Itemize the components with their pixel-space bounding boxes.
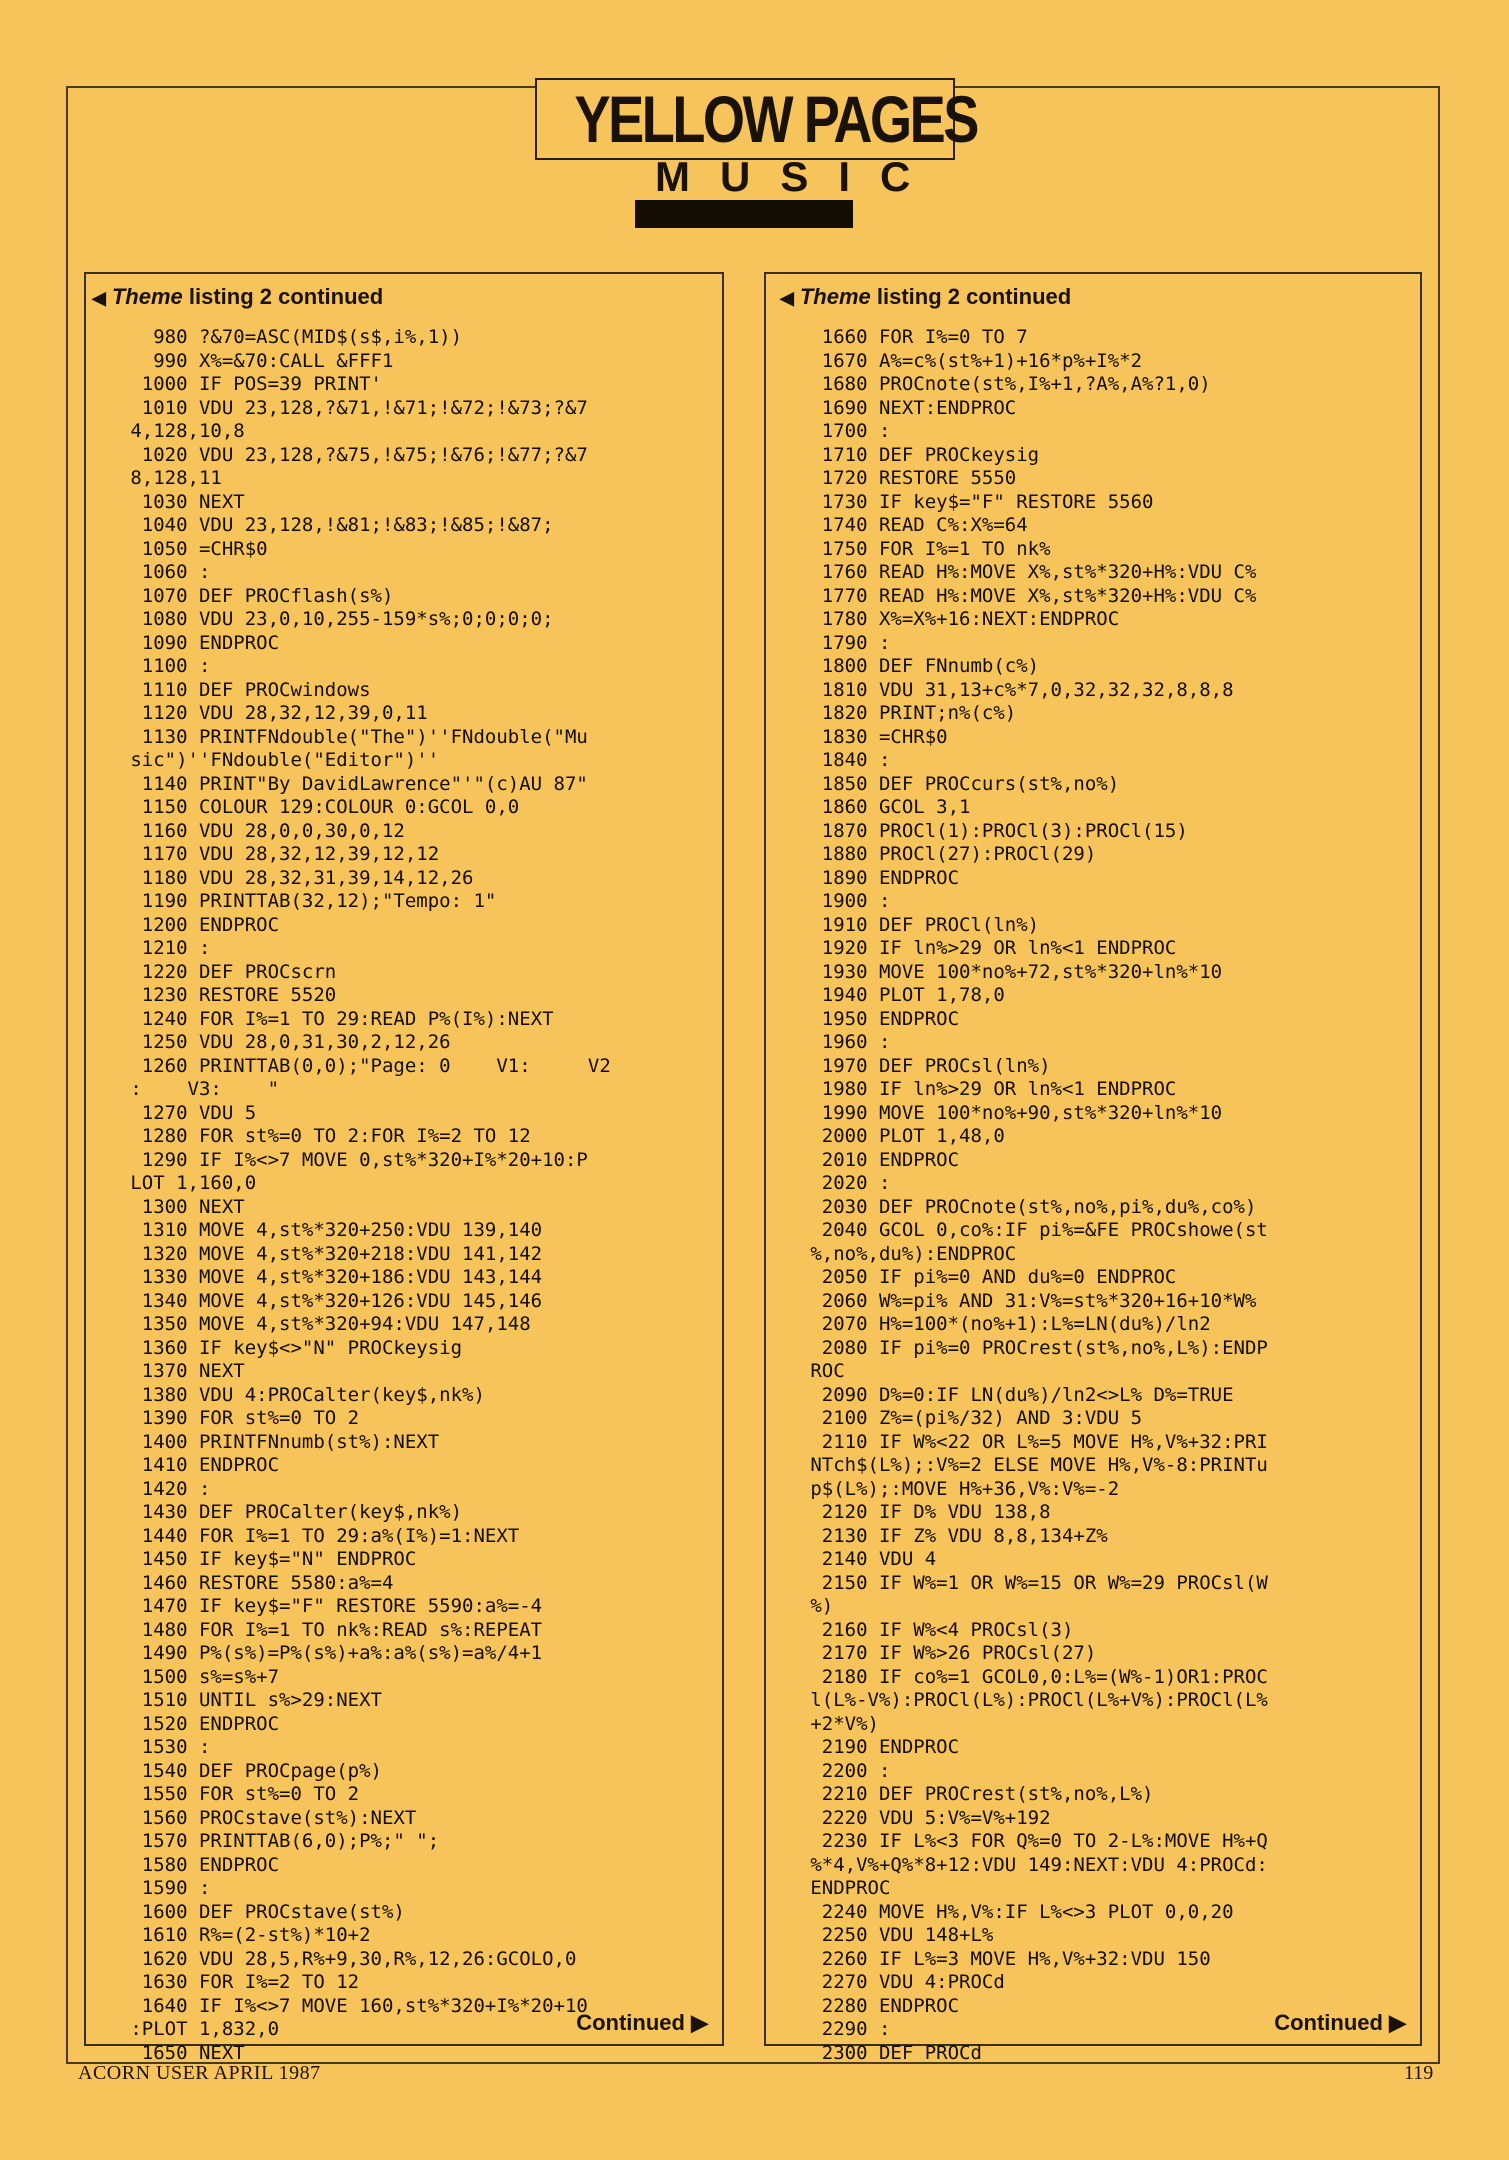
code-line: 2080 IF pi%=0 PROCrest(st%,no%,L%):ENDP: [776, 1336, 1268, 1359]
code-line: 2070 H%=100*(no%+1):L%=LN(du%)/ln2: [776, 1313, 1211, 1335]
code-line: 2280 ENDPROC: [776, 1994, 960, 2017]
masthead-title: YELLOW PAGES: [574, 82, 977, 156]
code-line: 1920 IF ln%>29 OR ln%<1 ENDPROC: [776, 937, 1177, 959]
code-line: 1890 ENDPROC: [776, 866, 960, 889]
code-line: 2220 VDU 5:V%=V%+192: [776, 1806, 1051, 1829]
left-arrow-icon: ◀: [780, 288, 794, 308]
code-line: 1650 NEXT: [96, 2041, 245, 2064]
code-line: sic")''FNdouble("Editor")'': [96, 749, 440, 771]
code-line: 1930 MOVE 100*no%+72,st%*320+ln%*10: [776, 960, 1223, 983]
code-line: 2120 IF D% VDU 138,8: [776, 1501, 1051, 1523]
theme-word: Theme: [799, 284, 871, 309]
code-line: 1700 :: [776, 420, 891, 442]
code-line: 1050 =CHR$0: [96, 537, 268, 560]
code-line: LOT 1,160,0: [96, 1172, 257, 1194]
code-line: 1550 FOR st%=0 TO 2: [96, 1783, 360, 1805]
code-line: 1330 MOVE 4,st%*320+186:VDU 143,144: [96, 1266, 543, 1288]
code-line: 1680 PROCnote(st%,I%+1,?A%,A%?1,0): [776, 373, 1211, 395]
code-line: 1030 NEXT: [96, 490, 245, 513]
code-line: 1270 VDU 5: [96, 1101, 257, 1124]
code-line: 1980 IF ln%>29 OR ln%<1 ENDPROC: [776, 1078, 1177, 1100]
code-line: 1000 IF POS=39 PRINT': [96, 373, 382, 395]
code-line: 2110 IF W%<22 OR L%=5 MOVE H%,V%+32:PRI: [776, 1430, 1268, 1453]
code-line: 1160 VDU 28,0,0,30,0,12: [96, 819, 405, 842]
code-line: : V3: ": [96, 1078, 280, 1100]
listing-column-right: [764, 272, 1422, 2064]
code-line: %*4,V%+Q%*8+12:VDU 149:NEXT:VDU 4:PROCd:: [776, 1853, 1268, 1876]
continued-label: Continued ▶: [1274, 2010, 1406, 2035]
code-line: 8,128,11: [96, 467, 222, 489]
masthead: [535, 78, 977, 160]
code-line: 980 ?&70=ASC(MID$(s$,i%,1)): [96, 326, 463, 348]
code-line: 1750 FOR I%=1 TO nk%: [776, 537, 1051, 560]
code-line: 990 X%=&70:CALL &FFF1: [96, 349, 394, 372]
code-line: 2000 PLOT 1,48,0: [776, 1125, 1005, 1147]
continued-label: Continued ▶: [576, 2010, 708, 2035]
code-line: 1610 R%=(2-st%)*10+2: [96, 1924, 371, 1946]
code-line: 1900 :: [776, 890, 891, 912]
code-line: 2040 GCOL 0,co%:IF pi%=&FE PROCshowe(st: [776, 1219, 1268, 1241]
code-line: 1300 NEXT: [96, 1195, 245, 1218]
code-line: 2050 IF pi%=0 AND du%=0 ENDPROC: [776, 1266, 1177, 1288]
code-line: 1220 DEF PROCscrn: [96, 960, 337, 983]
code-line: 1720 RESTORE 5550: [776, 467, 1017, 489]
code-line: 1440 FOR I%=1 TO 29:a%(I%)=1:NEXT: [96, 1524, 520, 1547]
theme-word: Theme: [111, 284, 183, 309]
code-line: 1850 DEF PROCcurs(st%,no%): [776, 772, 1120, 795]
code-line: 1190 PRINTTAB(32,12);"Tempo: 1": [96, 890, 497, 912]
code-line: 1820 PRINT;n%(c%): [776, 702, 1017, 724]
code-line: 1450 IF key$="N" ENDPROC: [96, 1548, 417, 1570]
code-line: 1100 :: [96, 655, 211, 677]
code-line: 1420 :: [96, 1477, 211, 1500]
code-line: p$(L%);:MOVE H%+36,V%:V%=-2: [776, 1477, 1120, 1500]
code-line: 1460 RESTORE 5580:a%=4: [96, 1571, 394, 1594]
code-line: 2030 DEF PROCnote(st%,no%,pi%,du%,co%): [776, 1195, 1257, 1218]
code-line: 2190 ENDPROC: [776, 1736, 960, 1758]
code-line: ROC: [776, 1360, 845, 1382]
code-line: 2290 :: [776, 2018, 891, 2040]
code-line: 2090 D%=0:IF LN(du%)/ln2<>L% D%=TRUE: [776, 1383, 1234, 1406]
code-line: 2060 W%=pi% AND 31:V%=st%*320+16+10*W%: [776, 1289, 1257, 1312]
code-line: 2240 MOVE H%,V%:IF L%<>3 PLOT 0,0,20: [776, 1900, 1234, 1923]
code-line: 1130 PRINTFNdouble("The")''FNdouble("Mu: [96, 725, 588, 748]
code-line: 1400 PRINTFNnumb(st%):NEXT: [96, 1430, 440, 1453]
code-line: %): [776, 1595, 834, 1617]
code-line: 1540 DEF PROCpage(p%): [96, 1759, 382, 1782]
code-line: 1090 ENDPROC: [96, 631, 280, 654]
code-line: 1180 VDU 28,32,31,39,14,12,26: [96, 866, 474, 889]
code-line: 1040 VDU 23,128,!&81;!&83;!&85;!&87;: [96, 514, 554, 536]
code-line: 1710 DEF PROCkeysig: [776, 443, 1040, 466]
code-line: 2200 :: [776, 1759, 891, 1782]
code-line: 1800 DEF FNnumb(c%): [776, 655, 1040, 677]
code-line: 1730 IF key$="F" RESTORE 5560: [776, 490, 1154, 513]
footer-page-number: 119: [1404, 2062, 1434, 2084]
code-line: +2*V%): [776, 1712, 879, 1735]
code-line: 1870 PROCl(1):PROCl(3):PROCl(15): [776, 819, 1188, 842]
code-line: 1140 PRINT"By DavidLawrence"'"(c)AU 87": [96, 772, 588, 795]
code-line: 2010 ENDPROC: [776, 1148, 960, 1171]
code-line: 1120 VDU 28,32,12,39,0,11: [96, 702, 428, 724]
code-line: 1490 P%(s%)=P%(s%)+a%:a%(s%)=a%/4+1: [96, 1642, 543, 1664]
code-line: 1080 VDU 23,0,10,255-159*s%;0;0;0;0;: [96, 608, 554, 630]
code-line: 1640 IF I%<>7 MOVE 160,st%*320+I%*20+10: [96, 1994, 588, 2017]
code-line: 1360 IF key$<>"N" PROCkeysig: [96, 1336, 463, 1359]
code-line: 1580 ENDPROC: [96, 1853, 280, 1876]
code-line: 1990 MOVE 100*no%+90,st%*320+ln%*10: [776, 1101, 1223, 1124]
code-line: 1600 DEF PROCstave(st%): [96, 1900, 405, 1923]
footer-publication: ACORN USER APRIL 1987: [78, 2062, 321, 2084]
code-line: 1260 PRINTTAB(0,0);"Page: 0 V1: V2: [96, 1054, 611, 1077]
code-line: 1230 RESTORE 5520: [96, 984, 337, 1006]
code-line: 2210 DEF PROCrest(st%,no%,L%): [776, 1783, 1154, 1805]
code-line: 1620 VDU 28,5,R%+9,30,R%,12,26:GCOLO,0: [96, 1947, 577, 1970]
code-line: 1110 DEF PROCwindows: [96, 678, 371, 701]
code-line: 1470 IF key$="F" RESTORE 5590:a%=-4: [96, 1595, 543, 1617]
listing-column-left: [84, 272, 724, 2064]
code-line: 1430 DEF PROCalter(key$,nk%): [96, 1501, 463, 1523]
code-line: 1320 MOVE 4,st%*320+218:VDU 141,142: [96, 1242, 543, 1265]
header-text: listing 2 continued: [182, 284, 384, 309]
code-line: 1500 s%=s%+7: [96, 1665, 280, 1688]
code-line: 1510 UNTIL s%>29:NEXT: [96, 1689, 382, 1711]
left-arrow-icon: ◀: [92, 288, 106, 308]
code-line: 1380 VDU 4:PROCalter(key$,nk%): [96, 1383, 485, 1406]
code-line: l(L%-V%):PROCl(L%):PROCl(L%+V%):PROCl(L%: [776, 1689, 1268, 1711]
code-line: 1010 VDU 23,128,?&71,!&71;!&72;!&73;?&7: [96, 396, 588, 419]
code-line: 1390 FOR st%=0 TO 2: [96, 1407, 360, 1429]
code-line: 2260 IF L%=3 MOVE H%,V%+32:VDU 150: [776, 1947, 1211, 1970]
code-line: 1560 PROCstave(st%):NEXT: [96, 1806, 417, 1829]
code-line: 2180 IF co%=1 GCOL0,0:L%=(W%-1)OR1:PROC: [776, 1665, 1268, 1688]
code-line: 1960 :: [776, 1031, 891, 1053]
code-line: 1310 MOVE 4,st%*320+250:VDU 139,140: [96, 1219, 543, 1241]
code-line: 1290 IF I%<>7 MOVE 0,st%*320+I%*20+10:P: [96, 1148, 588, 1171]
header-text: listing 2 continued: [870, 284, 1072, 309]
code-line: 1950 ENDPROC: [776, 1007, 960, 1030]
code-line: 2130 IF Z% VDU 8,8,134+Z%: [776, 1524, 1108, 1547]
code-line: 2300 DEF PROCd: [776, 2041, 982, 2064]
code-line: 4,128,10,8: [96, 420, 245, 442]
code-line: 1250 VDU 28,0,31,30,2,12,26: [96, 1031, 451, 1053]
code-line: 1860 GCOL 3,1: [776, 796, 971, 818]
code-line: 2100 Z%=(pi%/32) AND 3:VDU 5: [776, 1407, 1143, 1429]
code-listing: [96, 326, 611, 2065]
code-line: :PLOT 1,832,0: [96, 2018, 280, 2040]
code-line: 1780 X%=X%+16:NEXT:ENDPROC: [776, 608, 1120, 630]
code-line: 1660 FOR I%=0 TO 7: [776, 326, 1028, 348]
code-line: 1590 :: [96, 1877, 211, 1899]
code-line: 1210 :: [96, 937, 211, 959]
code-line: 1240 FOR I%=1 TO 29:READ P%(I%):NEXT: [96, 1007, 554, 1030]
code-line: 1940 PLOT 1,78,0: [776, 984, 1005, 1006]
code-line: 1670 A%=c%(st%+1)+16*p%+I%*2: [776, 349, 1143, 372]
code-line: 2230 IF L%<3 FOR Q%=0 TO 2-L%:MOVE H%+Q: [776, 1830, 1268, 1852]
code-line: 1480 FOR I%=1 TO nk%:READ s%:REPEAT: [96, 1618, 543, 1641]
code-line: 1350 MOVE 4,st%*320+94:VDU 147,148: [96, 1313, 531, 1335]
code-line: 1170 VDU 28,32,12,39,12,12: [96, 843, 440, 865]
code-line: 1740 READ C%:X%=64: [776, 514, 1028, 536]
code-line: 1410 ENDPROC: [96, 1454, 280, 1476]
code-line: 2250 VDU 148+L%: [776, 1924, 994, 1946]
column-header: [766, 284, 1434, 310]
code-line: 1280 FOR st%=0 TO 2:FOR I%=2 TO 12: [96, 1125, 531, 1147]
code-line: 1840 :: [776, 749, 891, 771]
code-line: 2270 VDU 4:PROCd: [776, 1971, 1005, 1993]
code-line: 2170 IF W%>26 PROCsl(27): [776, 1642, 1097, 1664]
code-line: 1070 DEF PROCflash(s%): [96, 584, 394, 607]
code-line: NTch$(L%);:V%=2 ELSE MOVE H%,V%-8:PRINTu: [776, 1454, 1268, 1476]
code-line: 2160 IF W%<4 PROCsl(3): [776, 1618, 1074, 1641]
code-line: 1970 DEF PROCsl(ln%): [776, 1054, 1051, 1077]
code-line: 1060 :: [96, 561, 211, 583]
code-line: ENDPROC: [776, 1877, 891, 1899]
code-line: 1760 READ H%:MOVE X%,st%*320+H%:VDU C%: [776, 561, 1257, 583]
code-line: 1770 READ H%:MOVE X%,st%*320+H%:VDU C%: [776, 584, 1257, 607]
code-line: 1340 MOVE 4,st%*320+126:VDU 145,146: [96, 1289, 543, 1312]
code-line: 1790 :: [776, 631, 891, 654]
code-line: %,no%,du%):ENDPROC: [776, 1242, 1017, 1265]
code-line: 1520 ENDPROC: [96, 1712, 280, 1735]
code-line: 2150 IF W%=1 OR W%=15 OR W%=29 PROCsl(W: [776, 1571, 1268, 1594]
code-line: 2140 VDU 4: [776, 1548, 937, 1570]
code-line: 1570 PRINTTAB(6,0);P%;" ";: [96, 1830, 440, 1852]
code-line: 1020 VDU 23,128,?&75,!&75;!&76;!&77;?&7: [96, 443, 588, 466]
code-line: 2020 :: [776, 1172, 891, 1194]
code-line: 1200 ENDPROC: [96, 913, 280, 936]
code-line: 1690 NEXT:ENDPROC: [776, 396, 1017, 419]
code-line: 1530 :: [96, 1736, 211, 1758]
code-line: 1630 FOR I%=2 TO 12: [96, 1971, 360, 1993]
code-line: 1810 VDU 31,13+c%*7,0,32,32,32,8,8,8: [776, 678, 1234, 701]
code-line: 1910 DEF PROCl(ln%): [776, 913, 1040, 936]
code-line: 1830 =CHR$0: [776, 725, 948, 748]
code-line: 1370 NEXT: [96, 1360, 245, 1382]
masthead-bar: [635, 200, 853, 228]
masthead-section: MUSIC: [655, 153, 941, 200]
code-line: 1880 PROCl(27):PROCl(29): [776, 843, 1097, 865]
code-line: 1150 COLOUR 129:COLOUR 0:GCOL 0,0: [96, 796, 520, 818]
code-listing: [776, 326, 1268, 2065]
column-header: [86, 284, 728, 310]
